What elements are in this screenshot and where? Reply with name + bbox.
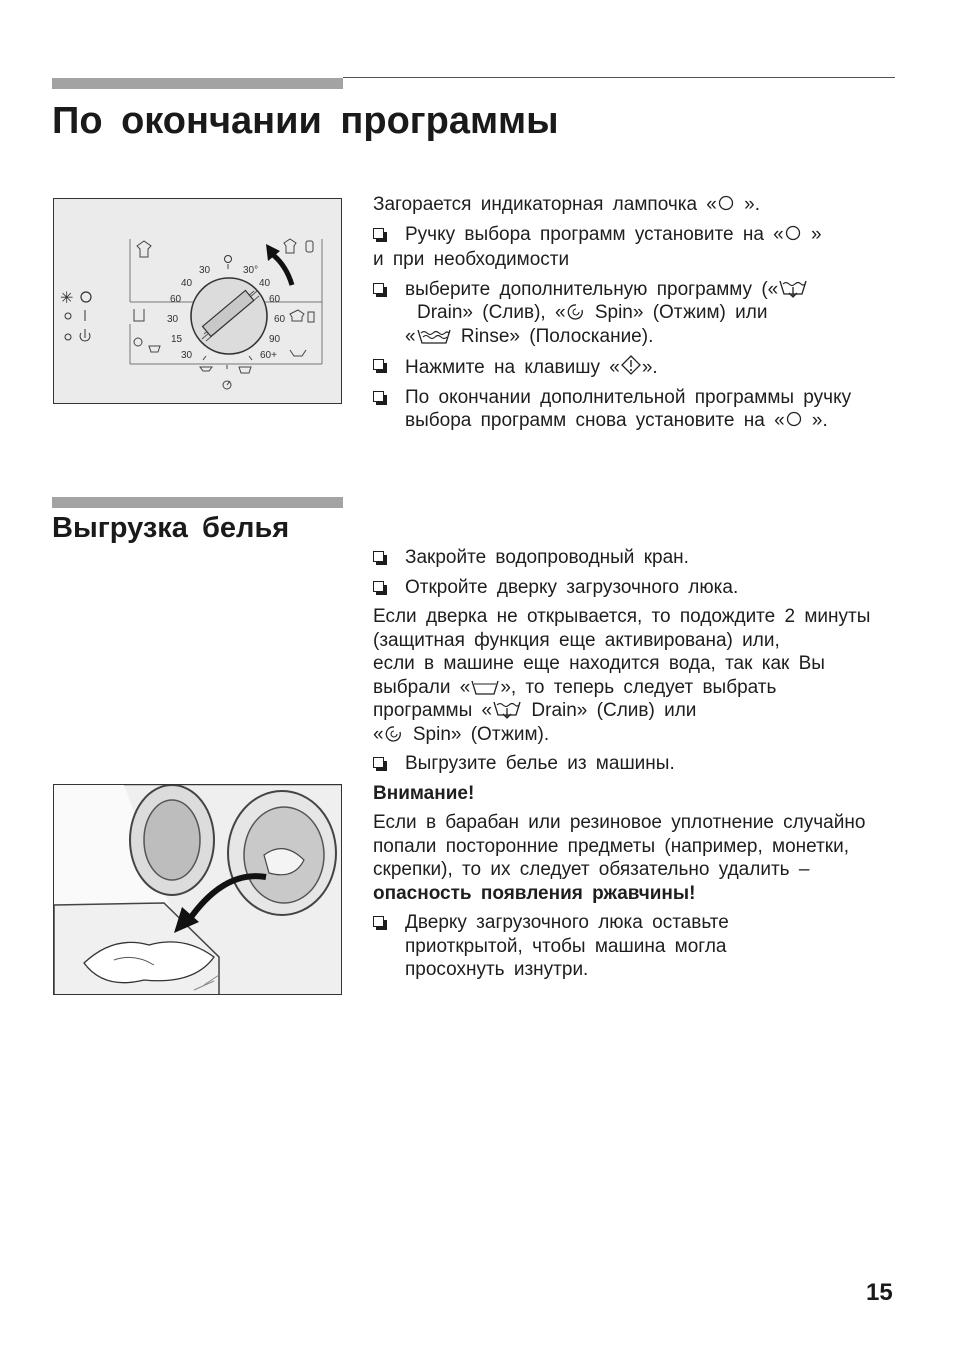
list-item: По окончании дополнительной программы ручку выбора программ снова установите на « ». [373,386,895,433]
list-item: Откройте дверку загрузочного люка. [373,576,895,600]
spin-icon [384,723,404,743]
list-item: Выгрузите белье из машины. [373,752,895,776]
svg-text:✳: ✳ [60,290,74,307]
checkbox-icon [373,916,384,927]
checkbox-icon [373,757,384,768]
list-item: Закройте водопроводный кран. [373,546,895,570]
warning-title: Внимание! [373,782,475,804]
section-bar-unload [52,497,343,508]
svg-text:40: 40 [259,278,271,289]
svg-text:30: 30 [199,265,211,276]
lamp-circle-icon [785,411,803,429]
lamp-note: Загорается индикаторная лампочка « ». [373,194,761,215]
warning-text: Если в барабан или резиновое уплотнение случайно попали посторонние предметы (например, монетки, скрепки), то их следует обязательно удалить – опасность появления ржавчины! [373,812,866,904]
list-item: Нажмите на клавишу « ». [373,354,895,380]
start-key-icon [620,354,642,376]
checkbox-icon [373,228,384,239]
svg-text:60: 60 [170,294,182,305]
unloading-figure [53,784,342,995]
svg-text:30: 30 [167,314,179,325]
checkbox-icon [373,283,384,294]
section2-instructions [373,546,895,988]
svg-text:30: 30 [181,350,193,361]
page-title: По окончании программы [52,100,559,142]
header-rule [343,77,895,78]
svg-text:60: 60 [269,294,281,305]
rinse-icon [416,327,452,345]
section-title-unload: Выгрузка белья [52,512,290,544]
checkbox-icon [373,359,384,370]
program-dial-figure [53,198,342,404]
svg-text:90: 90 [269,334,281,345]
svg-text:60+: 60+ [260,350,277,361]
list-item: Ручку выбора программ установите на « » [373,223,895,247]
checkbox-icon [373,551,384,562]
program-dial-illustration [54,199,342,404]
svg-text:60: 60 [274,314,286,325]
lamp-circle-icon [717,195,735,213]
spin-icon [566,301,586,321]
warning-emphasis: опасность появления ржавчины! [373,882,696,904]
section-bar-top [52,78,343,89]
list-item: выберите дополнительную программу (« Drain» (Слив), « Spin» (Отжим) или « Rinse» (Полоскание). [373,278,895,349]
drain-icon [492,699,522,719]
lamp-circle-icon [784,225,802,243]
unloading-illustration [54,785,342,995]
svg-text:30°: 30° [243,265,259,276]
checkbox-icon [373,581,384,592]
water-note: если в машине еще находится вода, так как Вы выбрали « », то теперь следует выбрать программы « Drain» (Слив) или « Spin» (Отжим). [373,653,825,745]
svg-text:15: 15 [171,334,183,345]
door-locked-note: Если дверка не открывается, то подождите 2 минуты (защитная функция еще активирована) или, [373,606,871,651]
drain-icon [778,278,808,298]
svg-text:40: 40 [181,278,193,289]
conditional-note: и при необходимости [373,249,570,270]
list-item: Дверку загрузочного люка оставьте приоткрытой, чтобы машина могла просохнуть изнутри. [373,911,835,982]
checkbox-icon [373,391,384,402]
section1-instructions [373,193,895,439]
rinse-hold-icon [470,678,500,696]
page-number: 15 [866,1279,893,1306]
